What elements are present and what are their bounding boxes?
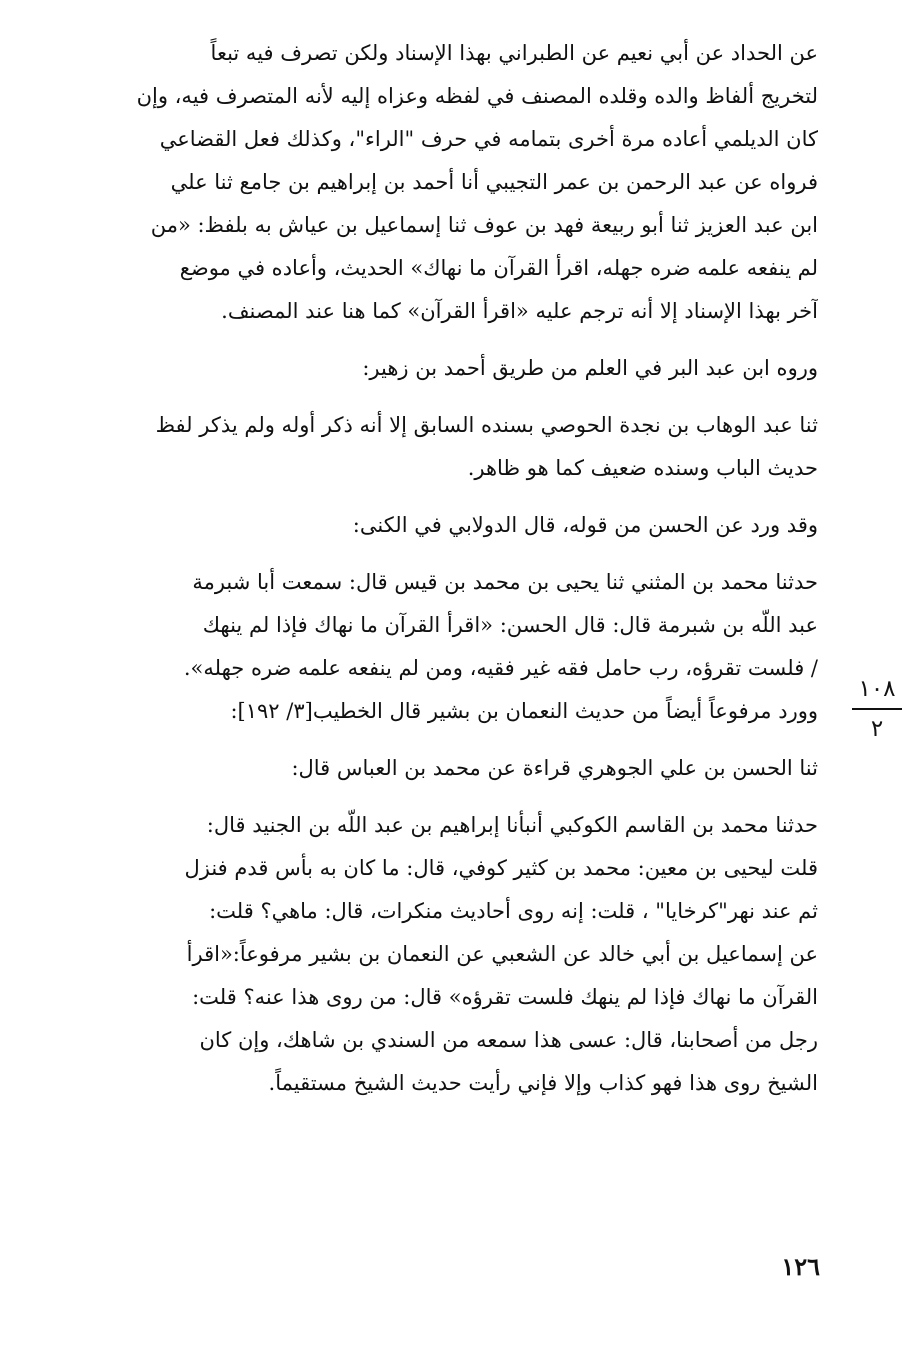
folio-top-number: ١٠٨ (858, 676, 896, 702)
paragraph (118, 804, 818, 1105)
text-line: حدثنا محمد بن القاسم الكوكبي أنبأنا إبراهيم بن عبد اللّه بن الجنيد قال: (206, 813, 818, 837)
folio-divider (852, 708, 902, 710)
text-line: ثنا الحسن بن علي الجوهري قراءة عن محمد بن العباس قال: (291, 756, 818, 780)
text-line: قلت ليحيى بن معين: محمد بن كثير كوفي، قال: ما كان به بأس قدم فنزل (184, 856, 818, 880)
body-text (118, 32, 818, 1119)
text-line: آخر بهذا الإسناد إلا أنه ترجم عليه «اقرأ القرآن» كما هنا عند المصنف. (221, 299, 818, 323)
paragraph (118, 404, 818, 490)
text-line: رجل من أصحابنا، قال: عسى هذا سمعه من السندي بن شاهك، وإن كان (199, 1028, 818, 1052)
paragraph (118, 747, 818, 790)
text-line: لتخريج ألفاظ والده وقلده المصنف في لفظه وعزاه إليه لأنه المتصرف فيه، وإن (136, 84, 818, 108)
text-line: وروه ابن عبد البر في العلم من طريق أحمد بن زهير: (362, 356, 818, 380)
text-line: ابن عبد العزيز ثنا أبو ربيعة فهد بن عوف ثنا إسماعيل بن عياش به بلفظ: «من (150, 213, 818, 237)
page-number: ١٢٦ (781, 1252, 820, 1281)
paragraph (118, 504, 818, 547)
paragraph (118, 561, 818, 733)
text-line: لم ينفعه علمه ضره جهله، اقرأ القرآن ما نهاك» الحديث، وأعاده في موضع (179, 256, 818, 280)
text-line: القرآن ما نهاك فإذا لم ينهك فلست تقرؤه» قال: من روى هذا عنه؟ قلت: (192, 985, 818, 1009)
text-line: حدثنا محمد بن المثني ثنا يحيى بن محمد بن قيس قال: سمعت أبا شبرمة (192, 570, 818, 594)
text-line: حديث الباب وسنده ضعيف كما هو ظاهر. (467, 456, 818, 480)
text-line: فرواه عن عبد الرحمن بن عمر التجيبي أنا أحمد بن إبراهيم بن جامع ثنا علي (170, 170, 818, 194)
text-line: وورد مرفوعاً أيضاً من حديث النعمان بن بشير قال الخطيب[٣/ ١٩٢]: (230, 699, 818, 723)
folio-bottom-number: ٢ (870, 716, 884, 742)
text-line: كان الديلمي أعاده مرة أخرى بتمامه في حرف "الراء"، وكذلك فعل القضاعي (159, 127, 818, 151)
paragraph (118, 32, 818, 333)
margin-folio-reference (848, 672, 906, 746)
text-line: وقد ورد عن الحسن من قوله، قال الدولابي في الكنى: (352, 513, 818, 537)
paragraph (118, 347, 818, 390)
text-line: / فلست تقرؤه، رب حامل فقه غير فقيه، ومن لم ينفعه علمه ضره جهله». (183, 656, 818, 680)
text-line: الشيخ روى هذا فهو كذاب وإلا فإني رأيت حديث الشيخ مستقيماً. (268, 1071, 818, 1095)
text-line: ثم عند نهر"كرخايا" ، قلت: إنه روى أحاديث منكرات، قال: ماهي؟ قلت: (209, 899, 818, 923)
text-line: عن الحداد عن أبي نعيم عن الطبراني بهذا الإسناد ولكن تصرف فيه تبعاً (210, 41, 818, 65)
text-line: عن إسماعيل بن أبي خالد عن الشعبي عن النعمان بن بشير مرفوعاً:«اقرأ (186, 942, 818, 966)
text-line: عبد اللّه بن شبرمة قال: قال الحسن: «اقرأ القرآن ما نهاك فإذا لم ينهك (202, 613, 818, 637)
text-line: ثنا عبد الوهاب بن نجدة الحوصي بسنده السابق إلا أنه ذكر أوله ولم يذكر لفظ (155, 413, 818, 437)
